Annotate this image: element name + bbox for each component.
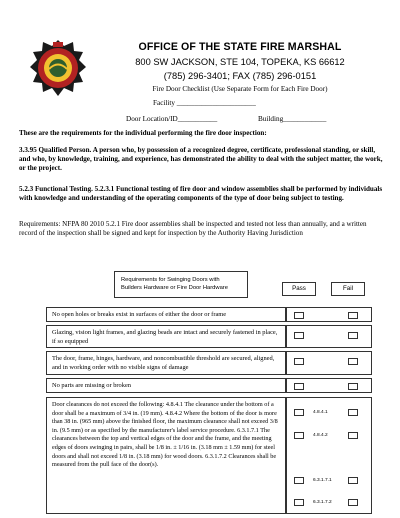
office-title: OFFICE OF THE STATE FIRE MARSHAL <box>138 41 342 53</box>
requirements-text: Requirements: NFPA 80 2010 5.2.1 Fire door assemblies shall be inspected and tested not less than annually, and a written record of the inspection shall be signed and kept for inspection by the Authority Having Jurisdiction <box>19 220 367 238</box>
fail-column-header: Fail <box>331 282 365 296</box>
fail-checkbox[interactable] <box>348 358 358 365</box>
row-text: No parts are missing or broken <box>52 382 131 389</box>
table-row <box>46 325 286 348</box>
form-subtitle: Fire Door Checklist (Use Separate Form for Each Fire Door) <box>152 85 328 93</box>
pass-checkbox[interactable] <box>294 477 304 484</box>
fail-checkbox[interactable] <box>348 409 358 416</box>
pass-checkbox[interactable] <box>294 312 304 319</box>
pass-checkbox[interactable] <box>294 499 304 506</box>
table-row <box>46 378 286 393</box>
office-phone: (785) 296-3401; FAX (785) 296-0151 <box>163 71 317 81</box>
door-location-field[interactable]: Door Location/ID___________ <box>126 115 218 123</box>
pass-column-header: Pass <box>282 282 316 296</box>
fail-checkbox[interactable] <box>348 499 358 506</box>
table-row <box>46 307 286 322</box>
code-label: 4.8.4.2 <box>313 433 328 438</box>
table-row <box>46 351 286 375</box>
row-check-cell <box>286 351 372 375</box>
fail-checkbox[interactable] <box>348 332 358 339</box>
row-check-cell <box>286 378 372 393</box>
code-label: 6.3.1.7.2 <box>313 500 332 505</box>
row-check-cell <box>286 397 372 514</box>
code-label: 4.8.4.1 <box>313 410 328 415</box>
fail-checkbox[interactable] <box>348 477 358 484</box>
pass-checkbox[interactable] <box>294 358 304 365</box>
facility-field[interactable]: Facility ______________________ <box>153 99 256 107</box>
table-row <box>46 397 286 514</box>
row-check-cell <box>286 307 372 322</box>
fail-checkbox[interactable] <box>348 383 358 390</box>
building-field[interactable]: Building____________ <box>258 115 327 123</box>
row-text: Glazing, vision light frames, and glazing beads are intact and securely fastened in place, if so equipped <box>52 329 278 345</box>
row-text: Door clearances do not exceed the following: 4.8.4.1 The clearance under the bottom of a door shall be a maximum of 3/4 in. (19 mm). 4.8.4.2 Where the bottom of the door is more than 38 in. (965 mm) above the finished floor, the maximum clearance shall not exceed 3/8 in. (9.5 mm) or as specified by the manufacturer's label service procedure. 6.3.1.7.1 The clearances between the top and vertical edges of the door and the frame, and the meeting edges of doors swinging in pairs, shall be 1/8 in. ± 1/16 in. (3.18 mm ± 1.59 mm) for steel doors and shall not exceed 1/8 in. (3.18 mm) for wood doors. 6.3.1.7.2 Clearances shall be measured from the pull face of the door(s). <box>52 401 278 469</box>
row-text: No open holes or breaks exist in surfaces of either the door or frame <box>52 311 227 318</box>
office-address: 800 SW JACKSON, STE 104, TOPEKA, KS 66612 <box>135 57 345 67</box>
intro-text: These are the requirements for the individual performing the fire door inspection: <box>19 129 267 137</box>
fire-marshal-seal-logo <box>29 38 87 100</box>
pass-checkbox[interactable] <box>294 432 304 439</box>
row-check-cell <box>286 325 372 348</box>
table-header: Requirements for Swinging Doors with Builders Hardware or Fire Door Hardware <box>114 271 248 298</box>
code-label: 6.3.1.7.1 <box>313 478 332 483</box>
qualified-person-text: 3.3.95 Qualified Person. A person who, by possession of a recognized degree, certificate, professional standing, or skill, and who, by knowledge, training, and experience, has demonstrated the ability to deal with the subject matter, the work, or the project. <box>19 146 383 173</box>
pass-checkbox[interactable] <box>294 332 304 339</box>
fail-checkbox[interactable] <box>348 432 358 439</box>
row-text: The door, frame, hinges, hardware, and noncombustible threshold are secured, aligned, and in working order with no visible signs of damage <box>52 355 275 371</box>
pass-checkbox[interactable] <box>294 409 304 416</box>
pass-checkbox[interactable] <box>294 383 304 390</box>
functional-testing-text: 5.2.3 Functional Testing. 5.2.3.1 Functional testing of fire door and window assemblies shall be performed by individuals with knowledge and understanding of the operating components of the type of door being subject to testing. <box>19 185 383 203</box>
fail-checkbox[interactable] <box>348 312 358 319</box>
